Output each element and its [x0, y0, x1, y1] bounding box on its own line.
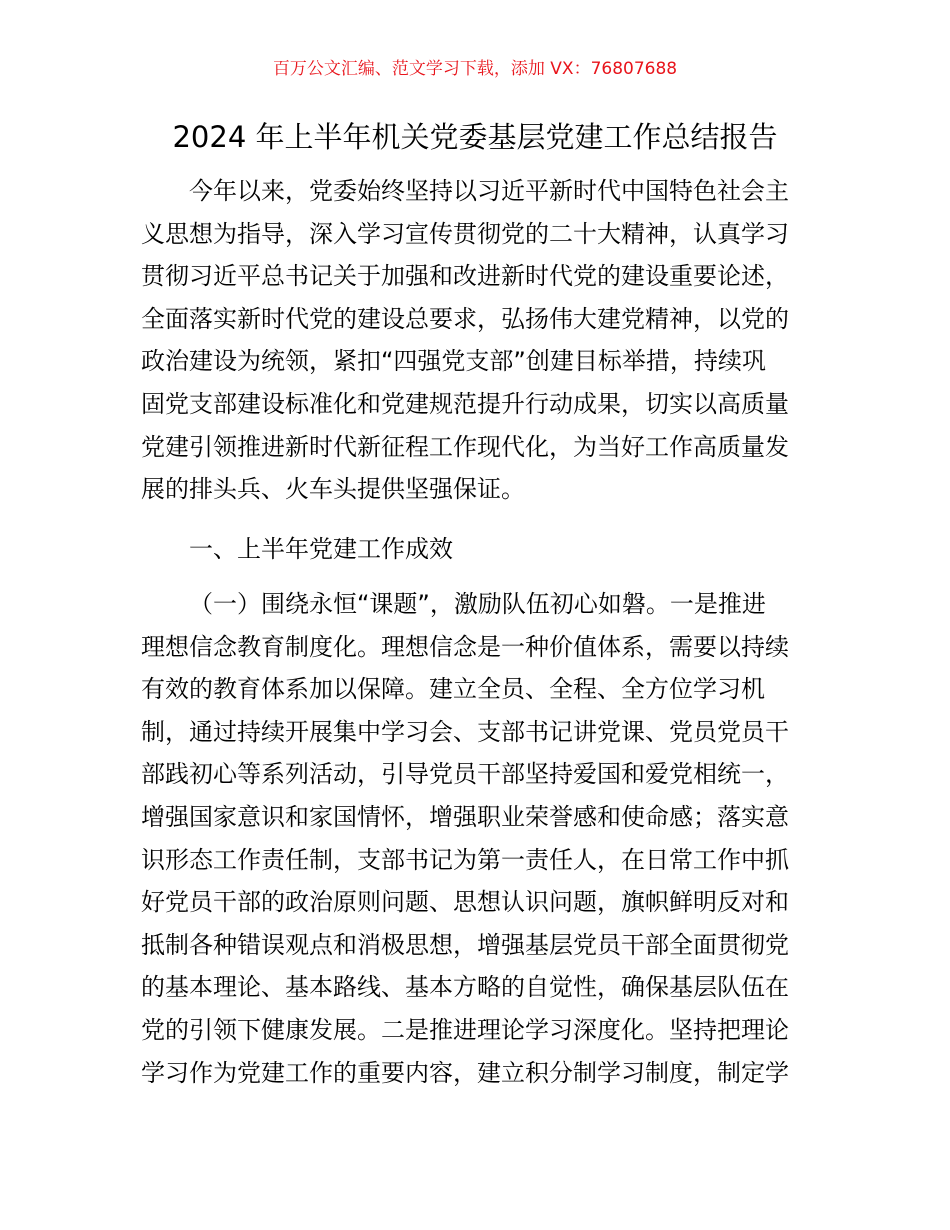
paragraph-line: 全面落实新时代党的建设总要求，弘扬伟大建党精神，以党的 — [141, 304, 789, 333]
paragraph-section1 — [141, 583, 811, 1094]
paragraph-line: 好党员干部的政治原则问题、思想认识问题，旗帜鲜明反对和 — [141, 888, 789, 917]
paragraph-line: 抵制各种错误观点和消极思想，增强基层党员干部全面贯彻党 — [141, 930, 789, 959]
paragraph-line: 部践初心等系列活动，引导党员干部坚持爱国和爱党相统一， — [141, 760, 789, 789]
section-heading — [141, 528, 811, 571]
document-title: 2024 年上半年机关党委基层党建工作总结报告 — [172, 120, 778, 154]
paragraph-line: 今年以来，党委始终坚持以习近平新时代中国特色社会主 — [189, 177, 789, 205]
paragraph-line: 政治建设为统领，紧扣“四强党支部”创建目标举措，持续巩 — [141, 347, 766, 376]
paragraph-line: 的基本理论、基本路线、基本方略的自觉性，确保基层队伍在 — [141, 973, 789, 1002]
paragraph-line: 党建引领推进新时代新征程工作现代化，为当好工作高质量发 — [141, 432, 789, 461]
section-heading-text: 一、上半年党建工作成效 — [189, 535, 453, 563]
paragraph-line: 理想信念教育制度化。理想信念是一种价值体系，需要以持续 — [141, 632, 789, 661]
paragraph-line: 展的排头兵、火车头提供坚强保证。 — [141, 475, 525, 504]
paragraph-intro — [141, 170, 811, 511]
paragraph-line: 有效的教育体系加以保障。建立全员、全程、全方位学习机 — [141, 675, 765, 704]
paragraph-line: 识形态工作责任制，支部书记为第一责任人，在日常工作中抓 — [141, 845, 789, 874]
paragraph-line: （一）围绕永恒“课题”，激励队伍初心如磐。一是推进 — [189, 590, 766, 618]
paragraph-line: 党的引领下健康发展。二是推进理论学习深度化。坚持把理论 — [141, 1015, 789, 1044]
promo-banner: 百万公文汇编、范文学习下载，添加 VX：76807688 — [272, 59, 678, 79]
paragraph-line: 增强国家意识和家国情怀，增强职业荣誉感和使命感；落实意 — [141, 802, 789, 831]
paragraph-line: 义思想为指导，深入学习宣传贯彻党的二十大精神，认真学习 — [141, 219, 789, 248]
paragraph-line: 学习作为党建工作的重要内容，建立积分制学习制度，制定学 — [141, 1058, 789, 1087]
paragraph-line: 固党支部建设标准化和党建规范提升行动成果，切实以高质量 — [141, 389, 789, 418]
paragraph-line: 制，通过持续开展集中学习会、支部书记讲党课、党员党员干 — [141, 717, 789, 746]
paragraph-line: 贯彻习近平总书记关于加强和改进新时代党的建设重要论述， — [141, 262, 789, 291]
